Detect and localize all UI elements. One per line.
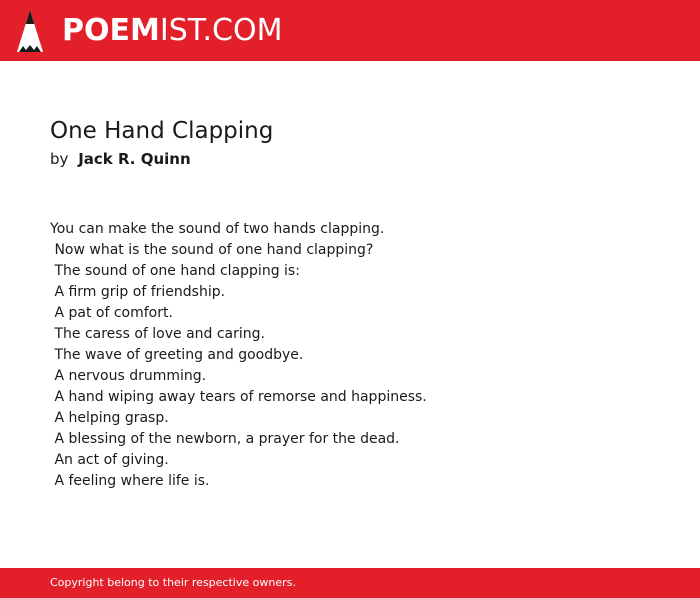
copyright-text: Copyright belong to their respective owners.: [50, 576, 296, 589]
logo-text-light: IST.COM: [159, 13, 283, 48]
logo-text-bold: POEM: [62, 13, 160, 48]
site-logo[interactable]: [62, 12, 282, 50]
poem-line: A feeling where life is.: [50, 473, 210, 489]
poem-title: One Hand Clapping: [50, 118, 274, 144]
poem-line: A blessing of the newborn, a prayer for the dead.: [50, 431, 400, 447]
poem-line: A pat of comfort.: [50, 305, 173, 321]
poem-author[interactable]: Jack R. Quinn: [78, 150, 191, 168]
poem-line: The caress of love and caring.: [50, 326, 265, 342]
site-footer: [0, 568, 700, 598]
poem-line: You can make the sound of two hands clapping.: [50, 221, 385, 237]
poem-line: A hand wiping away tears of remorse and happiness.: [50, 389, 427, 405]
site-header: [0, 0, 700, 61]
poem-byline: [50, 149, 191, 169]
by-label: by: [50, 150, 69, 168]
poem-line: The sound of one hand clapping is:: [50, 263, 300, 279]
pencil-icon[interactable]: [17, 10, 43, 52]
poem-line: An act of giving.: [50, 452, 169, 468]
poem-body: [50, 219, 650, 492]
poem-line: The wave of greeting and goodbye.: [50, 347, 304, 363]
poem-line: Now what is the sound of one hand clapping?: [50, 242, 374, 258]
poem-line: A nervous drumming.: [50, 368, 207, 384]
poem-line: A helping grasp.: [50, 410, 169, 426]
poem-line: A firm grip of friendship.: [50, 284, 226, 300]
